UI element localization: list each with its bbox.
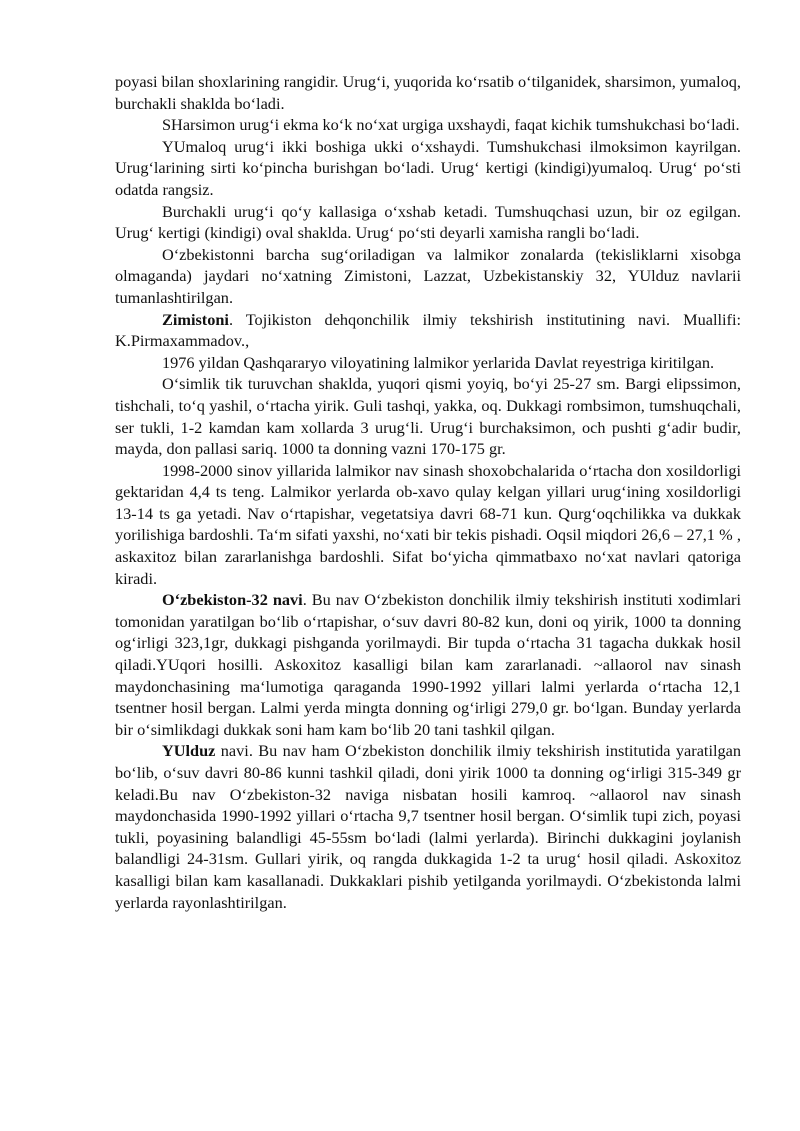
variety-name-zimistoni: Zimistoni [162, 309, 229, 329]
paragraph-intro-continued: poyasi bilan shoxlarining rangidir. Urug‘i, yuqorida ko‘rsatib o‘tilganidek, sharsimon, yumaloq, burchakli shaklda bo‘ladi. [115, 72, 741, 113]
document-page [115, 71, 741, 913]
paragraph-text: . Bu nav O‘zbekiston donchilik ilmiy tekshirish instituti xodimlari tomonidan yaratilgan bo‘lib o‘rtapishar, o‘suv davri 80-82 kun, doni oq yirik, 1000 ta donning og‘irligi 323,1gr, dukkagi pishganda yorilmaydi. Bir tupda o‘rtacha 31 tagacha dukkak hosil qiladi.YUqori hosilli. Askoxitoz kasalligi bilan kam zararlanadi. ~allaorol nav sinash maydonchasining ma‘lumotiga qaraganda 1990-1992 yillari lalmi yerlarda o‘rtacha 12,1 tsentner hosil bergan. Lalmi yerda mingta donning og‘irligi 279,0 gr. bo‘lgan. Bunday yerlarda bir o‘simlikdagi dukkak soni ham kam bo‘lib 20 tani tashkil qilgan. [115, 590, 742, 739]
paragraph-zimistoni-description: O‘simlik tik turuvchan shaklda, yuqori qismi yoyiq, bo‘yi 25-27 sm. Bargi elipssimon, tishchali, to‘q yashil, o‘rtacha yirik. Guli tashqi, yakka, oq. Dukkagi rombsimon, tumshuqchali, ser tukli, 1-2 kamdan kam xollarda 3 urug‘li. Urug‘i burchaksimon, och pushti g‘adir budir, mayda, don pallasi sariq. 1000 ta donning vazni 170-175 gr. [115, 374, 741, 459]
paragraph-spherical-seed: SHarsimon urug‘i ekma ko‘k no‘xat urgiga uxshaydi, faqat kichik tumshukchasi bo‘ladi. [162, 115, 740, 135]
paragraph-angular-seed: Burchakli urug‘i qo‘y kallasiga o‘xshab ketadi. Tumshuqchasi uzun, bir oz egilgan. Urug‘ kertigi (kindigi) oval shaklda. Urug‘ po‘sti deyarli xamisha rangli bo‘ladi. [115, 201, 741, 243]
variety-name-uzbekiston-32: O‘zbekiston-32 navi [162, 590, 303, 610]
paragraph-uzbekiston-32 [115, 589, 741, 740]
paragraph-zoned-varieties: O‘zbekistonni barcha sug‘oriladigan va lalmikor zonalarda (tekisliklarni xisobga olmaganda) jaydari no‘xatning Zimistoni, Lazzat, Uzbekistanskiy 32, YUlduz navlarii tumanlashtirilgan. [115, 244, 741, 307]
paragraph-zimistoni-heading [115, 309, 741, 352]
paragraph-round-seed: YUmaloq urug‘i ikki boshiga ukki o‘xshaydi. Tumshukchasi ilmoksimon kayrilgan. Urug‘larining sirti ko‘pincha burishgan bo‘ladi. Urug‘ kertigi (kindigi)yumaloq. Urug‘ po‘sti odatda rangsiz. [115, 136, 741, 199]
paragraph-zimistoni-yield: 1998-2000 sinov yillarida lalmikor nav sinash shoxobchalarida o‘rtacha don xosildorligi gektaridan 4,4 ts teng. Lalmikor yerlarda ob-xavo qulay kelgan yillari urug‘ining xosildorligi 13-14 ts ga yetadi. Nav o‘rtapishar, vegetatsiya davri 68-71 kun. Qurg‘oqchilikka va dukkak yorilishiga bardoshli. Ta‘m sifati yaxshi, no‘xati bir tekis pishadi. Oqsil miqdori 26,6 – 27,1 % , askaxitoz bilan zararlanishga bardoshli. Sifat bo‘yicha qimmatbaxo no‘xat navlari qatoriga kiradi. [115, 460, 741, 588]
paragraph-zimistoni-registry: 1976 yildan Qashqararyo viloyatining lalmikor yerlarida Davlat reyestriga kiritilgan. [162, 352, 715, 372]
paragraph-yulduz [115, 740, 741, 913]
variety-name-yulduz: YUlduz [162, 741, 216, 761]
paragraph-text: navi. Bu nav ham O‘zbekiston donchilik ilmiy tekshirish institutida yaratilgan bo‘lib, o‘suv davri 80-86 kunni tashkil qiladi, doni yirik 1000 ta donning og‘irligi 315-349 gr keladi.Bu nav O‘zbekiston-32 naviga nisbatan hosili kamroq. ~allaorol nav sinash maydonchasida 1990-1992 yillari o‘rtacha 9,7 tsentner hosil bergan. O‘simlik tupi zich, poyasi tukli, poyasining balandligi 45-55sm bo‘ladi (lalmi yerlarda). Birinchi dukkagini joylanish balandligi 24-31sm. Gullari yirik, oq rangda dukkagida 1-2 ta urug‘ hosil qiladi. Askoxitoz kasalligi bilan kam kasallanadi. Dukkaklari pishib yetilganda yorilmaydi. O‘zbekistonda lalmi yerlarda rayonlashtirilgan. [115, 741, 741, 912]
paragraph-text: . Tojikiston dehqonchilik ilmiy tekshirish institutining navi. Muallifi: K.Pirmaxammadov., [115, 309, 741, 351]
